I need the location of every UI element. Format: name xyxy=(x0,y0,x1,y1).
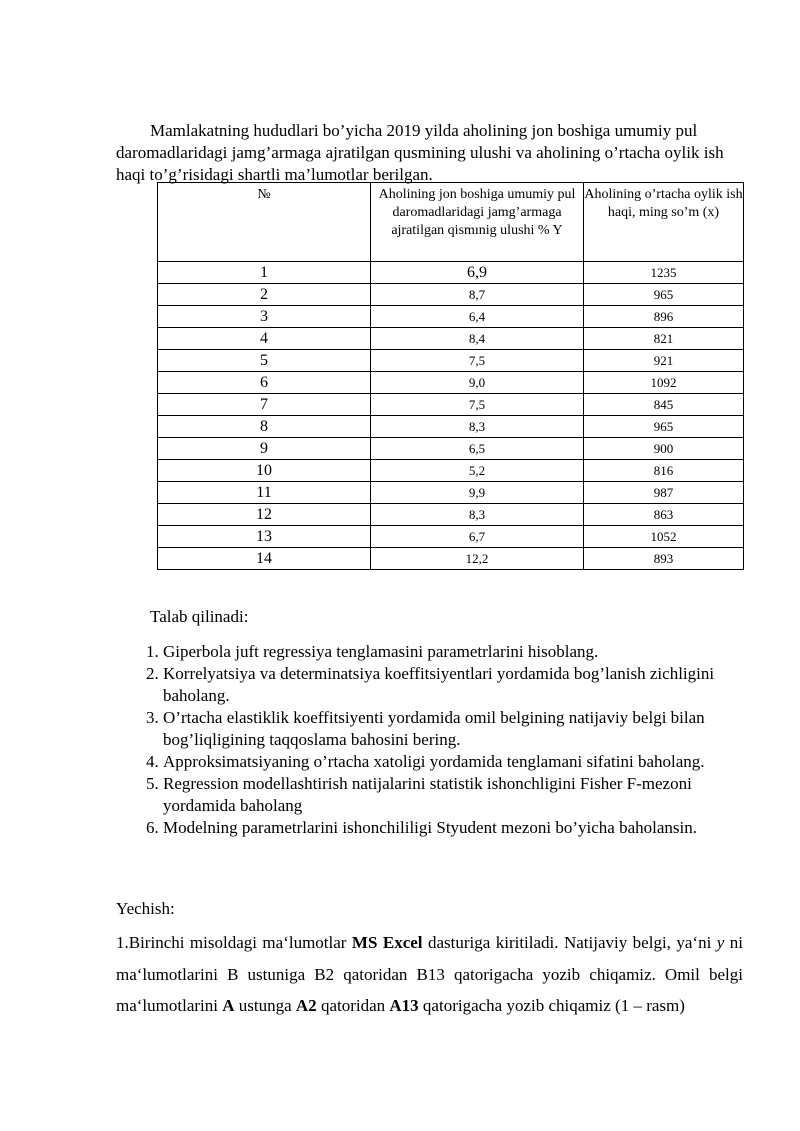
savings-share-cell: 5,2 xyxy=(371,460,584,482)
header-savings-share: Aholining jon boshiga umumiy pul daromadlaridagi jamg’armaga ajratilgan qismınig ulushi % Y xyxy=(371,183,584,262)
row-number-cell: 9 xyxy=(158,438,371,460)
savings-share-cell: 12,2 xyxy=(371,548,584,570)
savings-share-cell: 8,3 xyxy=(371,504,584,526)
savings-share-cell: 9,9 xyxy=(371,482,584,504)
savings-share-cell: 6,7 xyxy=(371,526,584,548)
table-row xyxy=(158,306,744,328)
row-number-cell: 1 xyxy=(158,262,371,284)
average-wage-cell: 987 xyxy=(584,482,744,504)
row-number-cell: 13 xyxy=(158,526,371,548)
header-number: № xyxy=(158,183,371,262)
tasks-title: Talab qilinadi: xyxy=(150,607,249,626)
table-row xyxy=(158,262,744,284)
table-row xyxy=(158,394,744,416)
solution-bold-text: A xyxy=(222,996,235,1015)
solution-text: ustunga xyxy=(234,996,296,1015)
average-wage-cell: 896 xyxy=(584,306,744,328)
row-number-cell: 7 xyxy=(158,394,371,416)
average-wage-cell: 1052 xyxy=(584,526,744,548)
solution-text: 1.Birinchi misoldagi ma‘lumotlar xyxy=(116,933,352,952)
table-row xyxy=(158,284,744,306)
savings-share-cell: 8,7 xyxy=(371,284,584,306)
solution-title: Yechish: xyxy=(116,899,175,918)
row-number-cell: 3 xyxy=(158,306,371,328)
average-wage-cell: 1235 xyxy=(584,262,744,284)
average-wage-cell: 816 xyxy=(584,460,744,482)
task-item: 3. O’rtacha elastiklik koeffitsiyenti yordamida omil belgining natijaviy belgi bilan bog’liqligining taqqoslama bahosini bering. xyxy=(163,707,763,751)
solution-bold-text: MS Excel xyxy=(351,933,423,952)
row-number-cell: 5 xyxy=(158,350,371,372)
savings-share-cell: 6,9 xyxy=(371,262,584,284)
row-number-cell: 6 xyxy=(158,372,371,394)
average-wage-cell: 900 xyxy=(584,438,744,460)
table-row xyxy=(158,438,744,460)
row-number-cell: 8 xyxy=(158,416,371,438)
solution-text: dasturiga kiritiladi. Natijaviy belgi, ya‘ni xyxy=(422,933,717,952)
task-item: 1. Giperbola juft regressiya tenglamasini parametrlarini hisoblang. xyxy=(163,641,763,663)
solution-text: qatoridan xyxy=(316,996,390,1015)
row-number-cell: 2 xyxy=(158,284,371,306)
savings-share-cell: 6,5 xyxy=(371,438,584,460)
average-wage-cell: 1092 xyxy=(584,372,744,394)
solution-italic-text: y xyxy=(716,933,725,952)
table-row xyxy=(158,416,744,438)
task-item: 6. Modelning parametrlarini ishonchililigi Styudent mezoni bo’yicha baholansin. xyxy=(163,817,763,839)
table-row xyxy=(158,350,744,372)
row-number-cell: 12 xyxy=(158,504,371,526)
table-row xyxy=(158,504,744,526)
row-number-cell: 11 xyxy=(158,482,371,504)
task-list xyxy=(116,641,763,839)
row-number-cell: 10 xyxy=(158,460,371,482)
task-item: 5. Regression modellashtirish natijalarini statistik ishonchligini Fisher F-mezoni yordamida baholang xyxy=(163,773,763,817)
solution-text: ni ma‘lumotlarini B ustuniga B2 qatoridan B13 qatorigacha yozib chiqamiz. Omil belgi ma‘lumotlarini xyxy=(116,933,743,1015)
savings-share-cell: 8,3 xyxy=(371,416,584,438)
average-wage-cell: 845 xyxy=(584,394,744,416)
savings-share-cell: 6,4 xyxy=(371,306,584,328)
average-wage-cell: 921 xyxy=(584,350,744,372)
solution-bold-text: A2 xyxy=(295,996,317,1015)
savings-share-cell: 7,5 xyxy=(371,350,584,372)
intro-paragraph: Mamlakatning hududlari bo’yicha 2019 yilda aholining jon boshiga umumiy pul daromadlaridagi jamg’armaga ajratilgan qusmining ulushi va aholining o’rtacha oylik ish haqi to’g’risidagi shartli ma’lumotlar berilgan. xyxy=(116,121,724,184)
solution-bold-text: A13 xyxy=(389,996,419,1015)
average-wage-cell: 965 xyxy=(584,284,744,306)
table-body xyxy=(158,262,744,570)
average-wage-cell: 965 xyxy=(584,416,744,438)
table-row xyxy=(158,372,744,394)
header-average-wage: Aholining o’rtacha oylik ish haqi, ming so’m (x) xyxy=(584,183,744,262)
savings-share-cell: 9,0 xyxy=(371,372,584,394)
table-row xyxy=(158,328,744,350)
solution-text: qatorigacha yozib chiqamiz (1 – rasm) xyxy=(418,996,685,1015)
row-number-cell: 14 xyxy=(158,548,371,570)
table-row xyxy=(158,460,744,482)
task-item: 4. Approksimatsiyaning o’rtacha xatoligi yordamida tenglamani sifatini baholang. xyxy=(163,751,763,773)
table-row xyxy=(158,482,744,504)
solution-paragraph xyxy=(116,927,743,1022)
table-header-row xyxy=(158,183,744,262)
savings-share-cell: 7,5 xyxy=(371,394,584,416)
average-wage-cell: 893 xyxy=(584,548,744,570)
table-row xyxy=(158,548,744,570)
task-item: 2. Korrelyatsiya va determinatsiya koeffitsiyentlari yordamida bog’lanish zichligini baholang. xyxy=(163,663,763,707)
average-wage-cell: 821 xyxy=(584,328,744,350)
row-number-cell: 4 xyxy=(158,328,371,350)
average-wage-cell: 863 xyxy=(584,504,744,526)
table-row xyxy=(158,526,744,548)
savings-share-cell: 8,4 xyxy=(371,328,584,350)
data-table xyxy=(157,182,744,570)
